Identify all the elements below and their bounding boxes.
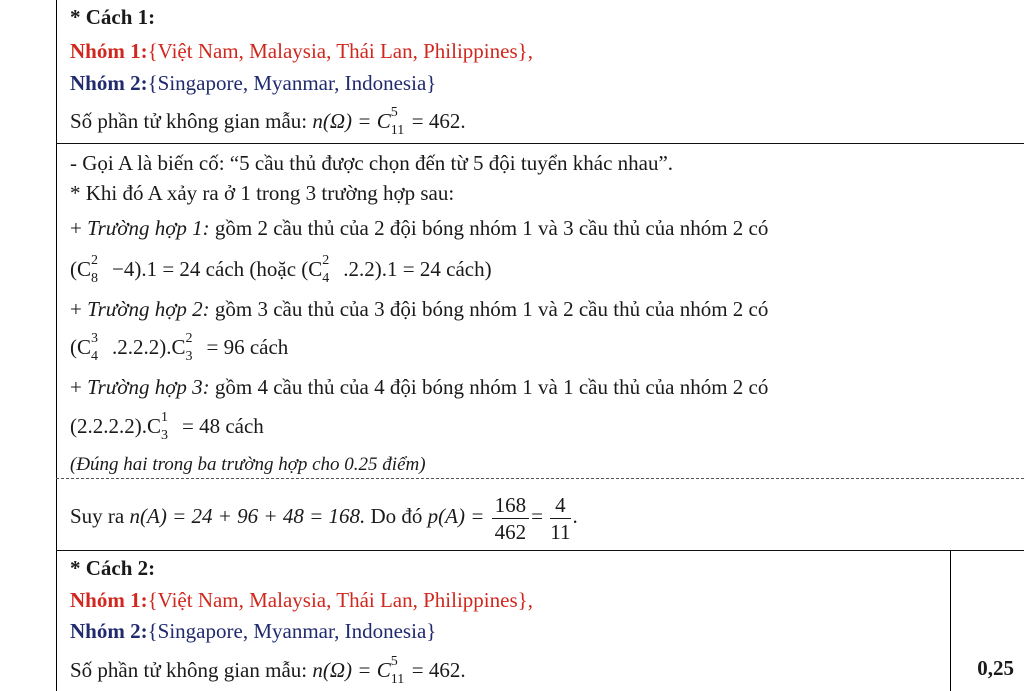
- left-border: [56, 0, 57, 691]
- group2-label: Nhóm 2:: [70, 71, 148, 95]
- method1-group1: [70, 36, 533, 66]
- case2-label: Trường hợp 2:: [87, 297, 210, 321]
- binom-sub: 11: [390, 123, 405, 139]
- method2-group1: Nhóm 1:{Việt Nam, Malaysia, Thái Lan, Philippines},: [70, 588, 533, 612]
- case3-formula: (2.2.2.2).C 1 3 = 48 cách: [70, 410, 264, 444]
- sample-space-text: Số phần tử không gian mẫu:: [70, 109, 308, 133]
- sample-space-result: = 462.: [411, 109, 466, 133]
- method1-heading: * Cách 1:: [70, 5, 156, 29]
- event-definition: - Gọi A là biến cố: “5 cầu thủ được chọn đến từ 5 đội tuyển khác nhau”.: [70, 151, 674, 175]
- na-formula: n(A) = 24 + 96 + 48 = 168.: [129, 504, 366, 528]
- row-divider-1: [56, 143, 1024, 144]
- method2-group2: Nhóm 2:{Singapore, Myanmar, Indonesia}: [70, 619, 437, 643]
- case2-formula: (C 3 4 .2.2.2).C 2 3 = 96 cách: [70, 331, 289, 365]
- method2-heading: * Cách 2:: [70, 556, 156, 580]
- fraction-4-11: $\frac{4}{11}$: [550, 492, 571, 544]
- group1-members: {Việt Nam, Malaysia, Thái Lan, Philippines},: [147, 39, 533, 63]
- method1-group2: [70, 68, 436, 98]
- fraction-168-462: $\frac{168}{462}$: [492, 492, 530, 545]
- probability-result: Suy ra n(A) = 24 + 96 + 48 = 168. Do đó p(A) = $\frac{168}{462}$ = $\frac{4}{11}$ .: [70, 492, 578, 544]
- cases-intro: * Khi đó A xảy ra ở 1 trong 3 trường hợp sau:: [70, 181, 455, 205]
- group1-label: Nhóm 1:: [70, 39, 148, 63]
- binom-sup: 5: [390, 105, 398, 121]
- method1-sample-space: [70, 106, 466, 138]
- score-column-border: [950, 550, 951, 691]
- case1-text: + Trường hợp 1: gồm 2 cầu thủ của 2 đội bóng nhóm 1 và 3 cầu thủ của nhóm 2 có: [70, 216, 769, 240]
- score-value: 0,25: [977, 656, 1014, 680]
- method2-sample-space: Số phần tử không gian mẫu: n(Ω) = C 5 11 = 462.: [70, 654, 466, 688]
- case1-formula: (C 2 8 −4).1 = 24 cách (hoặc (C 2 4 .2.2).1 = 24 cách): [70, 253, 492, 287]
- scoring-note: (Đúng hai trong ba trường hợp cho 0.25 điểm): [70, 454, 426, 475]
- case3-text: + Trường hợp 3: gồm 4 cầu thủ của 4 đội bóng nhóm 1 và 1 cầu thủ của nhóm 2 có: [70, 375, 769, 399]
- row-divider-3: [56, 550, 1024, 551]
- sample-space-formula: n(Ω) = C: [312, 109, 391, 133]
- case2-text: + Trường hợp 2: gồm 3 cầu thủ của 3 đội bóng nhóm 1 và 2 cầu thủ của nhóm 2 có: [70, 297, 769, 321]
- group2-members: {Singapore, Myanmar, Indonesia}: [147, 71, 437, 95]
- case1-label: Trường hợp 1:: [87, 216, 210, 240]
- case3-label: Trường hợp 3:: [87, 375, 210, 399]
